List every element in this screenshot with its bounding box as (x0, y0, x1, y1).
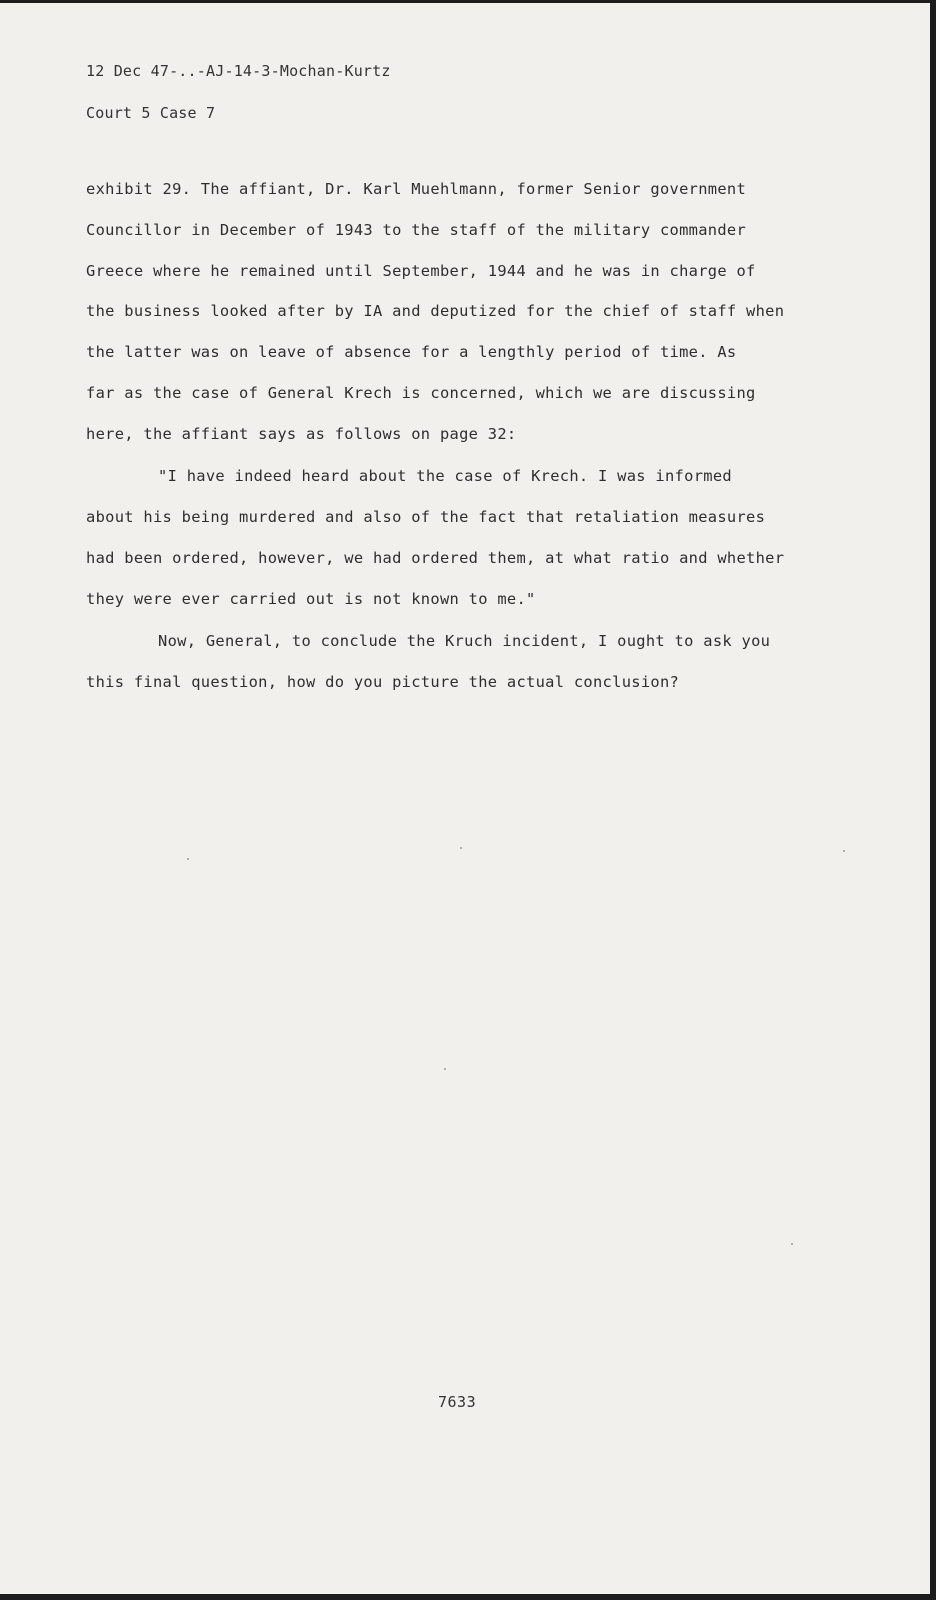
body-line: Greece where he remained until September, 1944 and he was in charge of (86, 262, 756, 280)
paper-speck (187, 858, 189, 860)
quote-line: had been ordered, however, we had ordered them, at what ratio and whether (86, 549, 785, 567)
paper-speck (843, 850, 845, 852)
question-line: Now, General, to conclude the Kruch incident, I ought to ask you (158, 632, 771, 650)
body-line: exhibit 29. The affiant, Dr. Karl Muehlmann, former Senior government (86, 180, 747, 198)
question-line: this final question, how do you picture the actual conclusion? (86, 673, 680, 691)
quote-line: they were ever carried out is not known to me." (86, 590, 536, 608)
body-line: far as the case of General Krech is concerned, which we are discussing (86, 384, 756, 402)
page-edge-top (0, 0, 936, 3)
quote-line: "I have indeed heard about the case of Krech. I was informed (158, 467, 732, 485)
document-reference: 12 Dec 47-..-AJ-14-3-Mochan-Kurtz (86, 62, 391, 80)
body-line: the latter was on leave of absence for a lengthly period of time. As (86, 343, 737, 361)
page-number: 7633 (438, 1393, 477, 1411)
body-line: here, the affiant says as follows on page 32: (86, 425, 517, 443)
page-edge-right (930, 0, 936, 1600)
body-line: Councillor in December of 1943 to the staff of the military commander (86, 221, 747, 239)
page-edge-bottom (0, 1594, 936, 1600)
body-line: the business looked after by IA and deputized for the chief of staff when (86, 302, 785, 320)
paper-speck (444, 1068, 446, 1070)
quote-line: about his being murdered and also of the fact that retaliation measures (86, 508, 766, 526)
paper-speck (791, 1243, 793, 1245)
paper-speck (460, 847, 462, 849)
court-case-label: Court 5 Case 7 (86, 104, 216, 122)
